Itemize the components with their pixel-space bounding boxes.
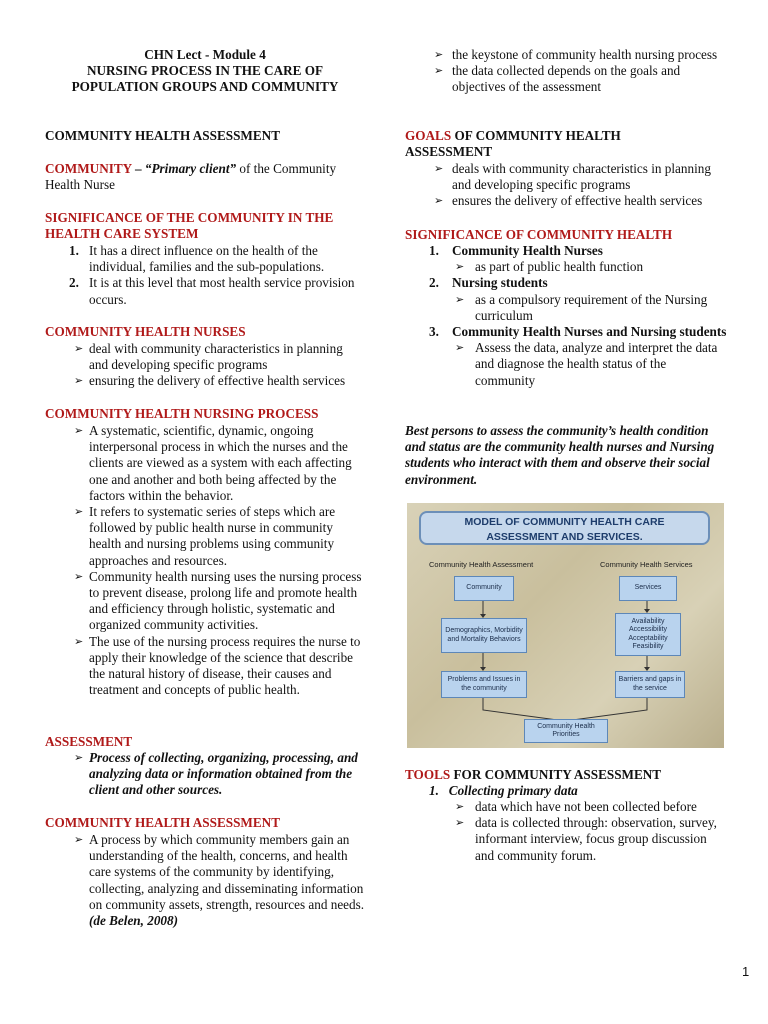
assessment-label: Community Health Assessment [429, 560, 534, 569]
item-title: Community Health Nurses and Nursing students [452, 324, 727, 340]
page-number: 1 [742, 964, 750, 979]
cha-heading: COMMUNITY HEALTH ASSESSMENT [45, 128, 280, 143]
list-item [45, 275, 365, 307]
services-label: Community Health Services [600, 560, 693, 569]
citation: (de Belen, 2008) [89, 913, 178, 929]
item-number: 2. [69, 275, 79, 291]
significance-list [45, 243, 365, 308]
sub-item: ➢ Assess the data, analyze and interpret the data and diagnose the health status of the community [405, 340, 727, 389]
sig-list [405, 243, 727, 389]
sub-item: ➢ as part of public health function [405, 259, 727, 275]
community-rest: of the Community Health Nurse [45, 161, 337, 193]
box-availability: Availability Accessibility Acceptability Feasibility [615, 613, 681, 656]
list-item: ➢ deals with community characteristics in planning and developing specific programs [405, 161, 727, 193]
tools-rest: FOR COMMUNITY ASSESSMENT [450, 767, 662, 782]
item-title: Community Health Nurses [452, 243, 603, 258]
goals-term: GOALS [405, 128, 452, 143]
box-barriers: Barriers and gaps in the service [615, 671, 685, 698]
process-list [45, 423, 367, 698]
cha2-heading: COMMUNITY HEALTH ASSESSMENT [45, 815, 280, 830]
item-text: It has a direct influence on the health of the individual, families and the sub-populations. [89, 243, 325, 275]
chn-list [45, 341, 365, 390]
community-dash: – [131, 161, 145, 176]
box-problems: Problems and Issues in the community [441, 671, 527, 698]
list-item: ➢ The use of the nursing process requires the nurse to apply their knowledge of the science that describe the natural history of disease, their causes and treatment and concepts of public health. [45, 634, 367, 699]
sub-item: ➢ data is collected through: observation, survey, informant interview, focus group discussion and community forum. [405, 815, 727, 864]
sub-item: ➢ data which have not been collected before [405, 799, 727, 815]
diagram-title-line1: MODEL OF COMMUNITY HEALTH CARE [464, 516, 665, 528]
item-number: 2. [429, 275, 439, 291]
community-definition [45, 161, 360, 193]
item-title: Collecting primary data [448, 783, 578, 798]
goals-rest: OF COMMUNITY HEALTH ASSESSMENT [405, 128, 621, 160]
list-item: ➢ the keystone of community health nursing process [405, 47, 727, 63]
item-number: 1. [69, 243, 79, 258]
item-number: 1. [429, 243, 439, 258]
item-text: A process by which community members gain an understanding of the health, concerns, and health care systems of the community by identifying, collecting, analyzing and disseminating information on community assets, strength, resources and needs. [89, 832, 365, 912]
document-title-line2: POPULATION GROUPS AND COMMUNITY [71, 79, 339, 94]
list-item: ➢ deal with community characteristics in planning and developing specific programs [45, 341, 365, 373]
list-item [405, 275, 727, 291]
chn-heading: COMMUNITY HEALTH NURSES [45, 324, 246, 339]
assessment-heading: ASSESSMENT [45, 734, 133, 749]
community-term: COMMUNITY [45, 161, 132, 176]
document-title-line1: NURSING PROCESS IN THE CARE OF [86, 63, 324, 78]
sig-heading: SIGNIFICANCE OF COMMUNITY HEALTH [405, 227, 673, 242]
goals-list [405, 161, 727, 210]
diagram-title-line2: ASSESSMENT AND SERVICES. [486, 531, 643, 543]
item-text: It is at this level that most health service provision occurs. [89, 275, 355, 307]
list-item: ➢ Community health nursing uses the nursing process to prevent disease, prolong life and promote health and efficiency through holistic, systematic and organized community activities. [45, 569, 367, 634]
list-item: ➢ A systematic, scientific, dynamic, ongoing interpersonal process in which the nurses and the clients are viewed as a system with each affecting one and another and both being affected by the factors within the behavior. [45, 423, 367, 504]
list-item [405, 324, 727, 340]
tools-term: TOOLS [405, 767, 451, 782]
item-number: 1. [429, 783, 439, 798]
significance-heading: SIGNIFICANCE OF THE COMMUNITY IN THE HEALTH CARE SYSTEM [45, 210, 334, 242]
module-title: CHN Lect - Module 4 [144, 47, 266, 62]
list-item: ➢ ensures the delivery of effective health services [405, 193, 727, 209]
box-community: Community [454, 576, 514, 601]
model-diagram [407, 503, 724, 748]
list-item [45, 243, 365, 275]
item-title: Nursing students [452, 275, 548, 291]
process-heading: COMMUNITY HEALTH NURSING PROCESS [45, 406, 319, 421]
list-item [405, 243, 727, 259]
box-priorities: Community Health Priorities [524, 719, 608, 743]
list-item: ➢ ensuring the delivery of effective health services [45, 373, 365, 389]
tools-list [405, 799, 727, 864]
list-item: ➢ Process of collecting, organizing, processing, and analyzing data or information obtained from the client and other sources. [45, 750, 367, 799]
tools-heading [405, 767, 661, 783]
box-services: Services [619, 576, 677, 601]
primary-client: “Primary client” [144, 161, 237, 176]
best-persons-note: Best persons to assess the community’s health condition and status are the community health nurses and Nursing students who interact with them and observe their social environment. [405, 423, 715, 487]
tools-subheading [429, 783, 578, 799]
list-item: ➢ It refers to systematic series of steps which are followed by public health nurse in community health and nursing problems using community approaches and resources. [45, 504, 367, 569]
goals-heading [405, 128, 705, 160]
cha2-list [45, 832, 367, 929]
list-item [45, 832, 367, 929]
top-list [405, 47, 727, 96]
item-number: 3. [429, 324, 439, 340]
list-item: ➢ the data collected depends on the goals and objectives of the assessment [405, 63, 727, 95]
assessment-list [45, 750, 367, 799]
box-demographics: Demographics, Morbidity and Mortality Behaviors [441, 618, 527, 653]
sub-item: ➢ as a compulsory requirement of the Nursing curriculum [405, 292, 727, 324]
